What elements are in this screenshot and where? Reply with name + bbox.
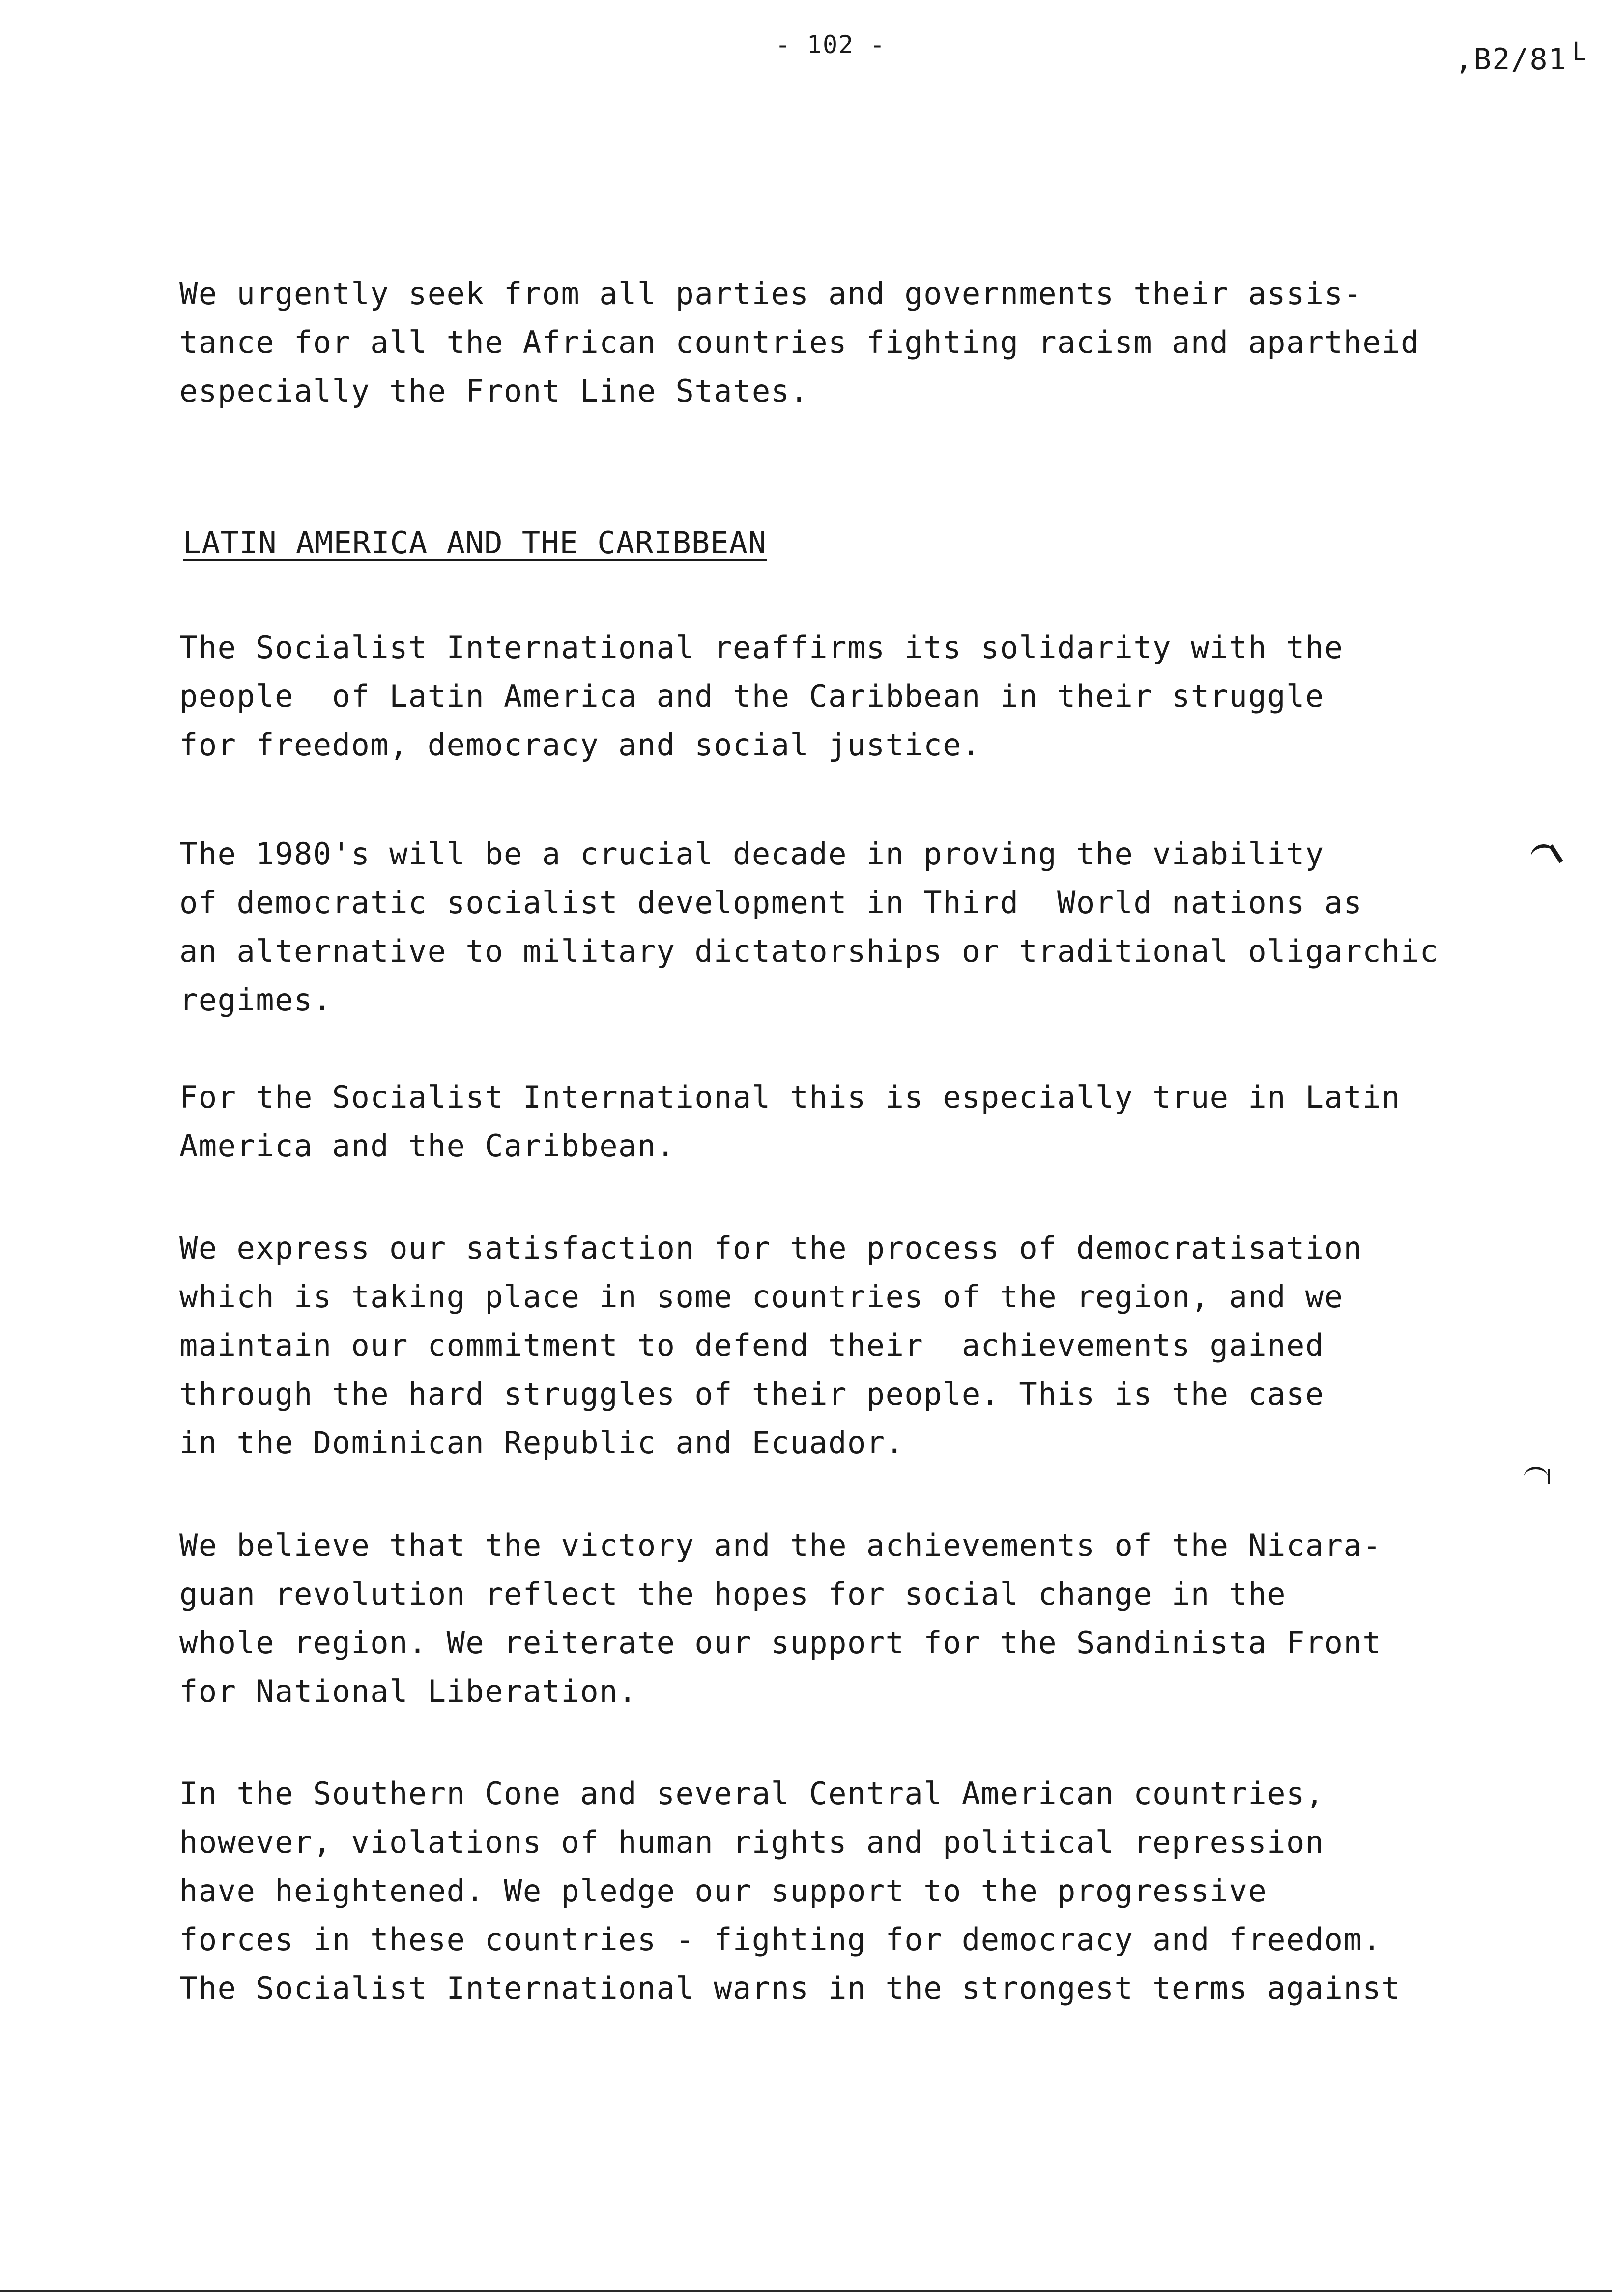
section-heading: LATIN AMERICA AND THE CARIBBEAN (183, 525, 767, 561)
margin-mark (1529, 843, 1557, 869)
paragraph-nicaragua: We believe that the victory and the achievements of the Nicara- guan revolution reflect the hopes for social change in the whole region. We reiterate our support for the Sandinista Front for National Liberation. (179, 1527, 1382, 1709)
paragraph-southern-cone: In the Southern Cone and several Central American countries, however, violations of human rights and political repression have heightened. We pledge our support to the progressive forces in these countries - fighting for democracy and freedom. The Socialist International warns in the strongest terms against (179, 1776, 1401, 2006)
paragraph-solidarity: The Socialist International reaffirms its solidarity with the people of Latin America and the Caribbean in their struggle for freedom, democracy and social justice. (179, 630, 1344, 763)
document-reference: ‚B2/81└ (1455, 42, 1586, 77)
bottom-edge-line (0, 2290, 1612, 2292)
paragraph-democratisation: We express our satisfaction for the process of democratisation which is taking place in some countries of the region, and we maintain our commitment to defend their achievements gained through the hard struggles of their people. This is the case in the Dominican Republic and Ecuador. (179, 1230, 1363, 1461)
page-number: - 102 - (775, 30, 886, 59)
paragraph-1980s: The 1980's will be a crucial decade in proving the viability of democratic socialist development in Third World nations as an alternative to military dictatorships or traditional oligarchic regimes. (179, 836, 1439, 1018)
margin-mark (1524, 1467, 1548, 1489)
paragraph-african-assistance: We urgently seek from all parties and governments their assis- tance for all the African countries fighting racism and apartheid especially the Front Line States. (179, 276, 1420, 409)
paragraph-latin-america: For the Socialist International this is especially true in Latin America and the Caribbean. (179, 1079, 1401, 1164)
